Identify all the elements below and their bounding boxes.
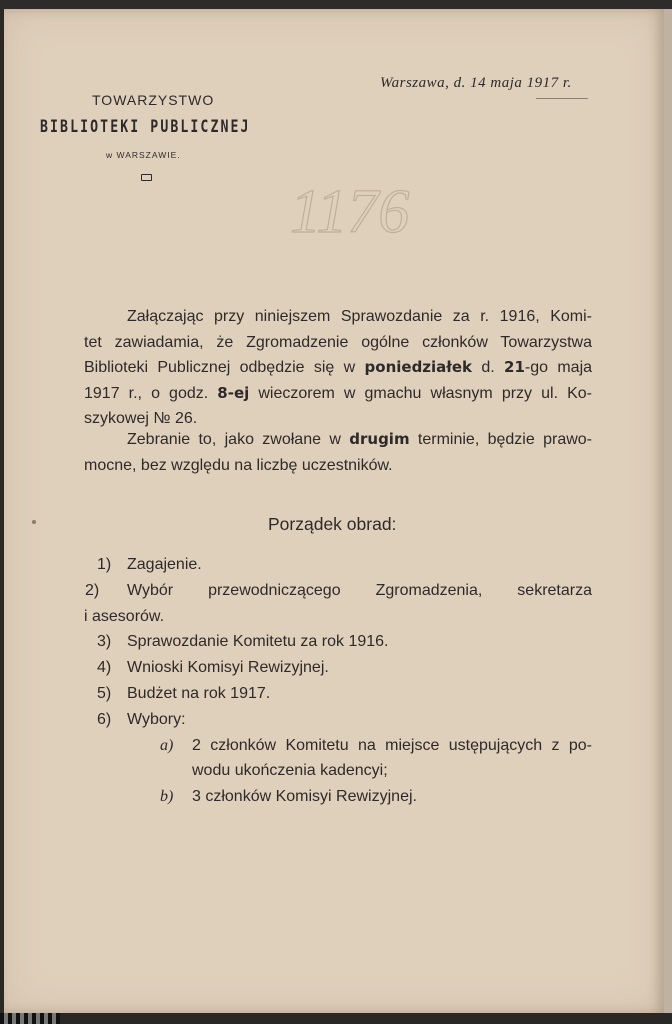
- pencil-annotation: [280, 170, 450, 250]
- bold-term: drugim: [349, 430, 410, 448]
- bold-hour: 8-ej: [217, 383, 250, 402]
- pencil-number: 1176: [290, 178, 410, 246]
- para1-line4: 1917 r., o godz. 8-ej wieczorem w gmachu własnym przy ul. Ko-: [84, 383, 593, 402]
- agenda-item: 3) Sprawozdanie Komitetu za rok 1916.: [97, 633, 389, 651]
- agenda-item: 1) Zagajenie.: [97, 556, 202, 573]
- agenda-item-continuation: i asesorów.: [84, 607, 165, 625]
- para2-line1: Zebranie to, jako zwołane w drugim terminie, będzie prawo-: [127, 430, 592, 448]
- date-underline: [536, 98, 588, 99]
- agenda-item: 5) Budżet na rok 1917.: [97, 684, 271, 702]
- document-page: [4, 9, 664, 1013]
- agenda-heading: Porządek obrad:: [268, 514, 397, 534]
- bold-day: 21: [504, 358, 525, 377]
- para1-line5: szykowej № 26.: [84, 410, 198, 428]
- agenda-list: [84, 552, 592, 810]
- org-name-line2: BIBLIOTEKI PUBLICZNEJ: [40, 117, 251, 136]
- bold-weekday: poniedziałek: [364, 358, 473, 377]
- paragraph-quorum: [84, 427, 592, 478]
- color-calibration-strip: [0, 1013, 60, 1024]
- top-scan-edge: [0, 0, 672, 9]
- agenda-item: 2) Wybór przewodniczącego Zgromadzenia, sekretarza: [85, 581, 592, 599]
- paragraph-announcement: [84, 304, 592, 432]
- para1-line1: Załączając przy niniejszem Sprawozdanie za r. 1916, Komi-: [127, 308, 592, 325]
- para2-line2: mocne, bez względu na liczbę uczestników.: [84, 456, 393, 474]
- org-location: w WARSZAWIE.: [106, 150, 181, 160]
- para1-line3: Biblioteki Publicznej odbędzie się w poniedziałek d. 21-go maja: [84, 358, 593, 377]
- letter-date: Warszawa, d. 14 maja 1917 r.: [380, 75, 572, 91]
- agenda-subitem-continuation: wodu ukończenia kadencyi;: [192, 762, 388, 780]
- page-speck: [32, 520, 36, 524]
- org-name-line1: TOWARZYSTWO: [92, 92, 215, 108]
- agenda-subitem: b) 3 członków Komisyi Rewizyjnej.: [160, 788, 417, 806]
- org-ornament: [141, 174, 152, 181]
- para1-line2: tet zawiadamia, że Zgromadzenie ogólne członków Towarzystwa: [84, 333, 592, 351]
- agenda-subitem: a) 2 członków Komitetu na miejsce ustępujących z po-: [160, 736, 592, 754]
- bottom-scan-edge: [0, 1013, 672, 1024]
- right-page-edge: [664, 9, 672, 1013]
- agenda-item: 6) Wybory:: [97, 710, 186, 728]
- agenda-item: 4) Wnioski Komisyi Rewizyjnej.: [97, 659, 329, 677]
